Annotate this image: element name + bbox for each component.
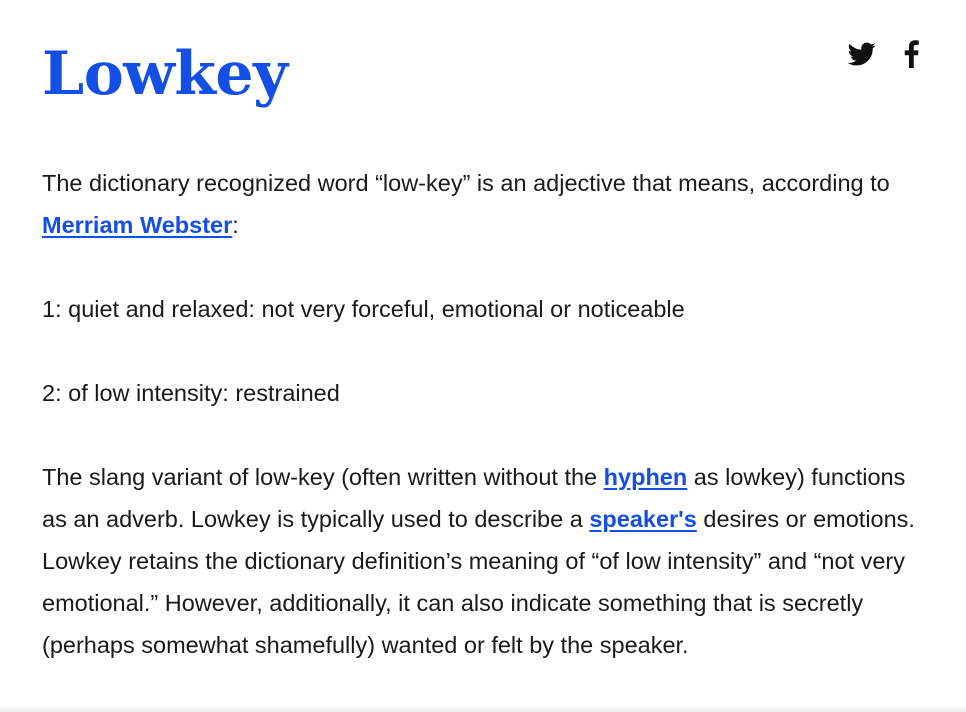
- twitter-icon-glyph: [848, 40, 876, 68]
- intro-colon: :: [232, 212, 239, 238]
- facebook-icon[interactable]: [898, 40, 926, 68]
- slang-text-1: The slang variant of low-key (often written without the: [42, 464, 604, 490]
- meaning-body: [42, 162, 932, 666]
- share-buttons: [848, 40, 926, 68]
- intro-text: The dictionary recognized word “low-key” is an adjective that means, according to: [42, 170, 890, 196]
- definition-sense-2: 2: of low intensity: restrained: [42, 380, 340, 406]
- facebook-icon-glyph: [898, 40, 926, 68]
- slang-explanation: [42, 456, 932, 666]
- slang-text-2: as lowkey) functions as an adverb. Lowkey is typically used to describe a: [42, 464, 906, 532]
- twitter-icon[interactable]: [848, 40, 876, 68]
- definition-sense-1: 1: quiet and relaxed: not very forceful, emotional or noticeable: [42, 296, 685, 322]
- merriam-webster-link[interactable]: Merriam Webster: [42, 212, 233, 238]
- word-title: Lowkey: [42, 39, 288, 109]
- speakers-link[interactable]: speaker's: [589, 506, 697, 532]
- hyphen-link[interactable]: hyphen: [603, 464, 688, 490]
- bottom-edge-shadow: [0, 704, 966, 712]
- definition-intro: [42, 162, 932, 246]
- definition-entry: [42, 30, 932, 708]
- slang-text-3: desires or emotions. Lowkey retains the dictionary definition’s meaning of “of low intensity” and “not very emotional.” However, additionally, it can also indicate something that is secretly (perhaps somewhat shamefully) wanted or felt by the speaker.: [42, 506, 915, 658]
